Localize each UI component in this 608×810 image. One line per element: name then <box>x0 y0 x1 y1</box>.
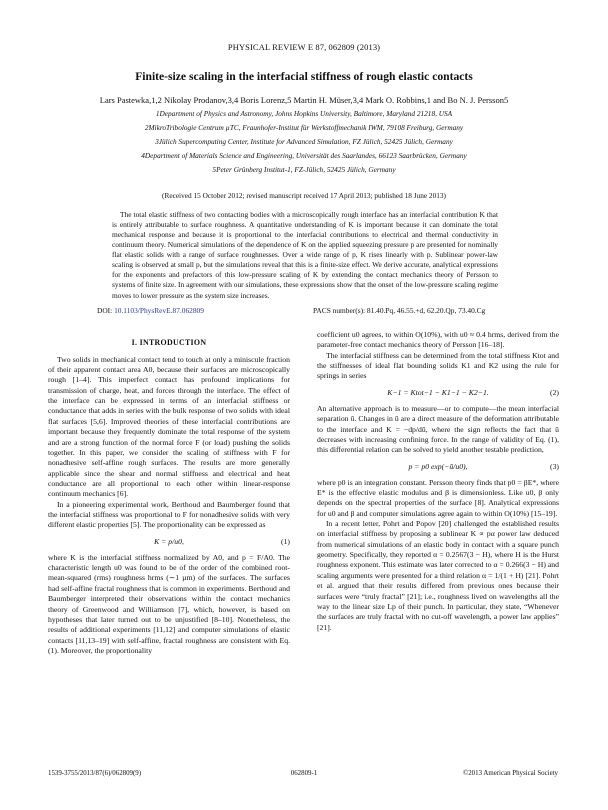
equation-body: K−1 = Ktot−1 − K1−1 − K2−1. <box>387 387 489 397</box>
paragraph: where K is the interfacial stiffness normalized by A0, and p = F/A0. The characteristic length u0 was found to be of the order of the combined root-mean-squared (rms) roughness hrms (∼1 µm) of the surfaces. The surfaces had self-affine fractal roughness that is common in experiments. Berthoud and Baumberger interpreted their observations within the contact mechanics theory of Greenwood and Williamson [7], which, however, is based on hypotheses that later turned out to be unjustified [8–10]. Nonetheless, the results of additional experiments [11,12] and computer simulations of elastic contacts [11,13–19] with self-affine, fractal roughness are consistent with Eq. (1). Moreover, the proportionality <box>48 552 290 655</box>
abstract-text: The total elastic stiffness of two contacting bodies with a microscopically rough interface has an interfacial contribution K that is entirely attributable to surface roughness. A quantitative understanding of K is important because it can dominate the total mechanical response and because it is proportional to the interfacial contributions to electrical and thermal conductivity in continuum theory. Numerical simulations of the dependence of K on the applied squeezing pressure p are presented for nominally flat elastic solids with a range of surface roughnesses. Over a wide range of p, K rises linearly with p. Sublinear power-law scaling is observed at small p, but the simulations reveal that this is a finite-size effect. We derive accurate, analytical expressions for the exponents and prefactors of this low-pressure scaling of K by extending the contact mechanics theory of Persson to systems of finite size. In agreement with our simulations, these expressions show that the onset of the low-pressure scaling regime moves to lower pressure as the system size increases. <box>112 210 498 300</box>
equation-number: (3) <box>550 461 559 471</box>
pacs-numbers: PACS number(s): 81.40.Pq, 46.55.+d, 62.20.Qp, 73.40.Cg <box>313 306 486 315</box>
left-column <box>48 338 290 656</box>
journal-header: PHYSICAL REVIEW E 87, 062809 (2013) <box>227 42 381 52</box>
paragraph: In a recent letter, Pohrt and Popov [20] challenged the established results on interfacial stiffness by proposing a sublinear K ∝ pα power law deduced from numerical simulations of an elastic body in contact with a square punch geometry. Specifically, they reported α = 0.2567(3 − H), where H is the Hurst roughness exponent. This estimate was later corrected to α = 0.266(3 − H) and scaling arguments were presented for a third relation α = 1/(1 + H) [21]. Pohrt et al. argued that their results differed from previous ones because their surfaces were “truly fractal” [21]; i.e., roughness lived on wavelengths all the way to the linear size Lp of their punch. In particular, they state, “Whenever the surfaces are truly fractal with no cut-off wavelength, a power law applies” [21]. <box>317 519 559 632</box>
doi-label: DOI: <box>97 306 113 315</box>
paragraph: coefficient u0 agrees, to within O(10%), with u0 ≈ 0.4 hrms, derived from the parameter-free contact mechanics theory of Persson [16–18]. <box>317 330 559 350</box>
affiliation-3: 3Jülich Supercomputing Center, Institute for Advanced Simulation, FZ Jülich, 52425 Jülich, Germany <box>155 137 453 146</box>
equation-1 <box>48 534 290 550</box>
equation-body: p = p0 exp(−ū/u0), <box>408 461 468 471</box>
footer-issn: 1539-3755/2013/87(6)/062809(9) <box>48 770 142 777</box>
footer-page-number: 062809-1 <box>290 770 318 777</box>
paragraph: Two solids in mechanical contact tend to touch at only a miniscule fraction of their apparent contact area A0, because their surfaces are microscopically rough [1–4]. This imperfect contact has profound implications for transmission of charge, heat, and forces through the interface. The effect of the interface can be expressed in terms of an interfacial stiffness or conductance that adds in series with the bulk response of two solids with ideal flat surfaces [5,6]. Improved theories of these interfacial contributions are important because they frequently dominate the total response of the system and are a strong function of the normal force F (or load) pushing the solids together. In this paper, we consider the scaling of stiffness with F for nonadhesive self-affine rough surfaces. The results are more generally applicable since the shear and normal stiffness and electrical and heat conductance are all proportional to each other within linear-response continuum mechanics [6]. <box>48 354 290 499</box>
equation-body: K = p/u0, <box>154 536 184 546</box>
paper-title: Finite-size scaling in the interfacial stiffness of rough elastic contacts <box>135 70 473 83</box>
doi-link[interactable]: 10.1103/PhysRevE.87.062809 <box>114 306 204 315</box>
equation-number: (1) <box>281 536 290 546</box>
paragraph: where p0 is an integration constant. Persson theory finds that p0 = βE*, where E* is the effective elastic modulus and β is dimensionless. Like u0, β only depends on the spectral properties of the surface [8]. Analytical expressions for u0 and β and computer simulations agree again to within O(10%) [15–19]. <box>317 477 559 518</box>
right-column <box>317 330 559 633</box>
author-list: Lars Pastewka,1,2 Nikolay Prodanov,3,4 Boris Lorenz,5 Martin H. Müser,3,4 Mark O. Robbins,1 and Bo N. J. Persson5 <box>99 95 509 105</box>
affiliation-1: 1Department of Physics and Astronomy, Johns Hopkins University, Baltimore, Maryland 21218, USA <box>155 109 453 118</box>
affiliation-4: 4Department of Materials Science and Engineering, Universität des Saarlandes, 66123 Saarbrücken, Germany <box>141 151 467 160</box>
abstract <box>112 210 498 301</box>
equation-2 <box>317 385 559 401</box>
paragraph: An alternative approach is to measure—or to compute—the mean interfacial separation ū. Changes in ū are a direct measure of the deformation attributable to the interface and K = −dp/dū, where the sign reflects the fact that ū decreases with increasing confining force. In the range of validity of Eq. (1), this differential relation can be solved to yield another testable prediction, <box>317 403 559 455</box>
publication-dates: (Received 15 October 2012; revised manuscript received 17 April 2013; published 18 June 2013) <box>162 191 446 200</box>
equation-number: (2) <box>550 387 559 397</box>
affiliation-5: 5Peter Grünberg Institut-1, FZ-Jülich, 52425 Jülich, Germany <box>212 165 396 174</box>
paragraph: In a pioneering experimental work, Berthoud and Baumberger found that the interfacial stiffness was proportional to F for nonadhesive solids with very different elastic properties [5]. The proportionality can be expressed as <box>48 499 290 530</box>
section-heading: I. INTRODUCTION <box>131 338 207 347</box>
paragraph: The interfacial stiffness can be determined from the total stiffness Ktot and the stiffnesses of ideal flat bounding solids K1 and K2 using the rule for springs in series <box>317 350 559 381</box>
footer-copyright: ©2013 American Physical Society <box>463 770 558 777</box>
equation-3 <box>317 459 559 475</box>
doi-line <box>97 306 204 315</box>
affiliation-2: 2MikroTribologie Centrum µTC, Fraunhofer-Institut für Werkstoffmechanik IWM, 79108 Freiburg, Germany <box>144 123 464 132</box>
